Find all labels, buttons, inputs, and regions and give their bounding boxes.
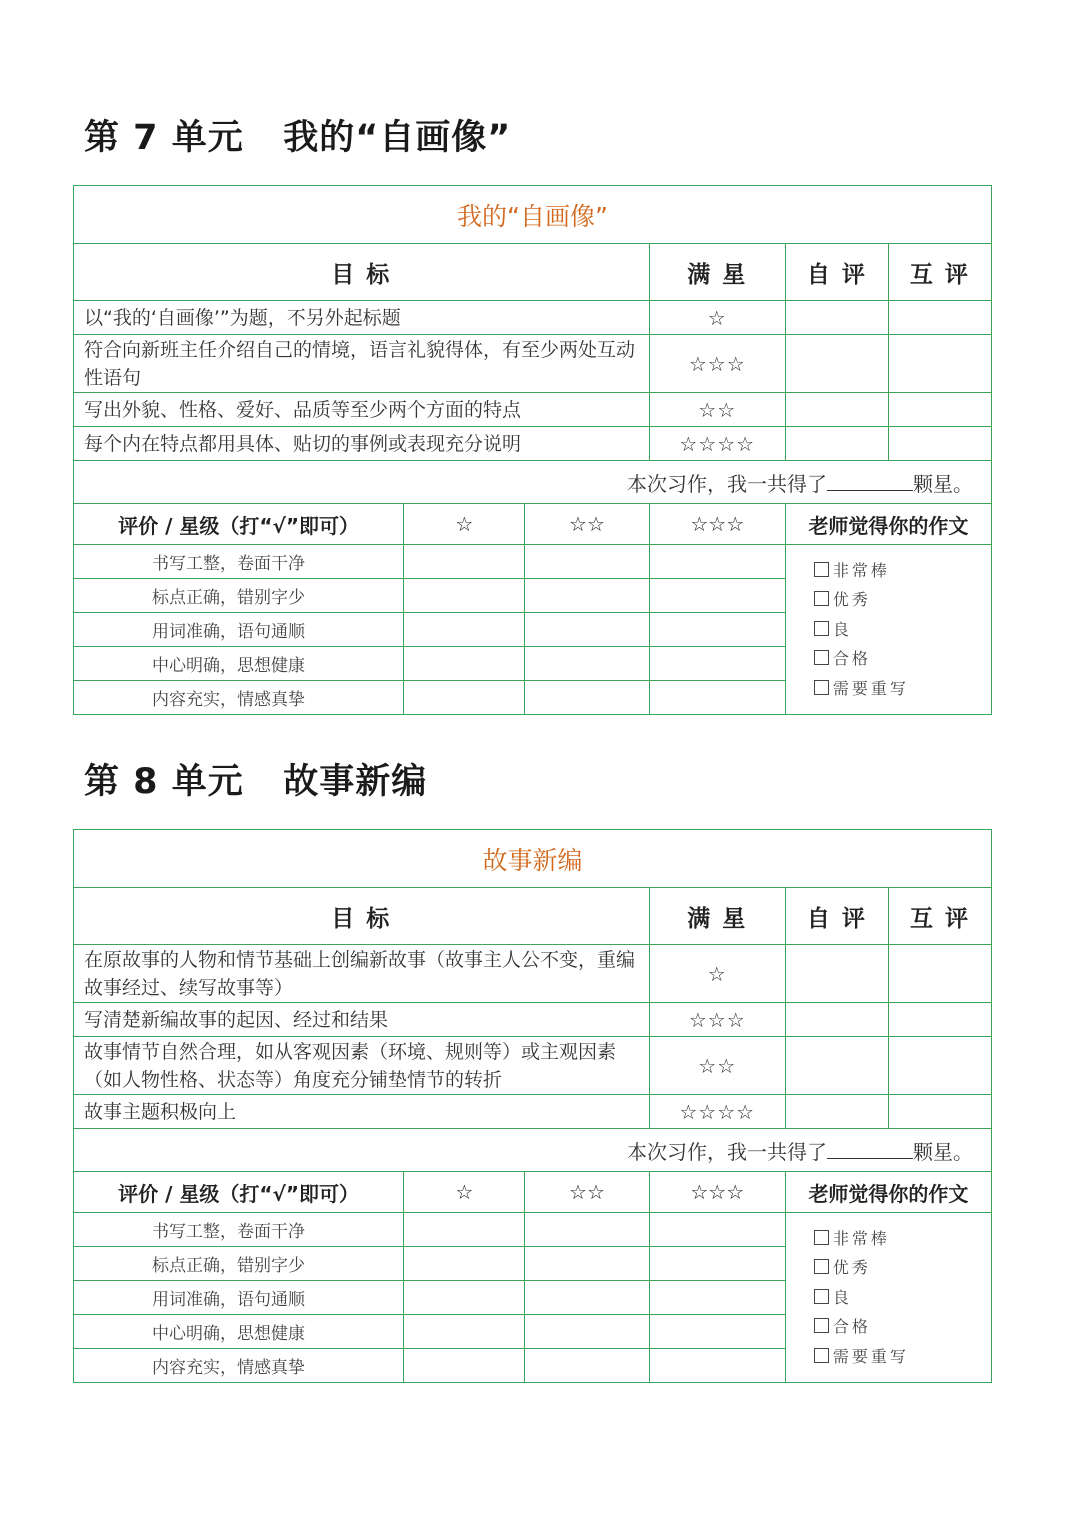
level-cell[interactable] [404, 545, 525, 579]
level-cell[interactable] [649, 1213, 785, 1247]
teacher-options [785, 1213, 991, 1383]
level-header: ☆ [404, 504, 525, 545]
level-cell[interactable] [404, 1315, 525, 1349]
criterion: 内容充实，情感真挚 [74, 681, 404, 715]
teacher-header: 老师觉得你的作文 [785, 504, 991, 545]
full-stars-header: 满 星 [649, 244, 785, 301]
goal-text: 故事情节自然合理，如从客观因素（环境、规则等）或主观因素（如人物性格、状态等）角度充分铺垫情节的转折 [74, 1037, 650, 1095]
self-eval-header: 自 评 [785, 888, 888, 945]
level-header: ☆☆☆ [649, 1172, 785, 1213]
teacher-options [785, 545, 991, 715]
criterion: 用词准确，语句通顺 [74, 1281, 404, 1315]
unit-heading: 第 8 单元 故事新编 [84, 762, 428, 802]
self-eval-cell [785, 1095, 888, 1129]
goal-text: 故事主题积极向上 [74, 1095, 650, 1129]
level-cell[interactable] [649, 1247, 785, 1281]
goal-text: 每个内在特点都用具体、贴切的事例或表现充分说明 [74, 427, 650, 461]
self-eval-cell [785, 427, 888, 461]
criterion: 中心明确，思想健康 [74, 647, 404, 681]
checkbox-icon[interactable] [814, 650, 829, 665]
goal-text: 以“我的‘自画像’”为题，不另外起标题 [74, 301, 650, 335]
teacher-option[interactable]: 良 [814, 1283, 991, 1313]
self-eval-header: 自 评 [785, 244, 888, 301]
goal-stars: ☆☆☆☆ [649, 1095, 785, 1129]
peer-eval-cell [888, 427, 991, 461]
goal-text: 写清楚新编故事的起因、经过和结果 [74, 1003, 650, 1037]
teacher-option[interactable]: 需要重写 [814, 674, 991, 704]
total-stars-line [74, 1129, 992, 1172]
level-header: ☆☆ [525, 1172, 649, 1213]
criterion: 用词准确，语句通顺 [74, 613, 404, 647]
level-header: ☆☆☆ [649, 504, 785, 545]
peer-eval-cell [888, 1037, 991, 1095]
level-cell[interactable] [525, 579, 649, 613]
checkbox-icon[interactable] [814, 591, 829, 606]
checkbox-icon[interactable] [814, 1230, 829, 1245]
checkbox-icon[interactable] [814, 621, 829, 636]
level-cell[interactable] [525, 545, 649, 579]
level-cell[interactable] [404, 579, 525, 613]
level-cell[interactable] [649, 681, 785, 715]
peer-eval-header: 互 评 [888, 888, 991, 945]
full-stars-header: 满 星 [649, 888, 785, 945]
self-eval-cell [785, 1037, 888, 1095]
table-title: 故事新编 [74, 830, 992, 888]
checkbox-icon[interactable] [814, 1289, 829, 1304]
self-eval-cell [785, 393, 888, 427]
total-blank[interactable] [827, 470, 913, 491]
peer-eval-cell [888, 335, 991, 393]
rubric-table [73, 185, 992, 715]
goal-text: 符合向新班主任介绍自己的情境，语言礼貌得体，有至少两处互动性语句 [74, 335, 650, 393]
level-cell[interactable] [525, 681, 649, 715]
goal-stars: ☆☆ [649, 393, 785, 427]
level-cell[interactable] [525, 1213, 649, 1247]
level-cell[interactable] [404, 647, 525, 681]
level-cell[interactable] [525, 1315, 649, 1349]
level-cell[interactable] [525, 1281, 649, 1315]
criterion: 中心明确，思想健康 [74, 1315, 404, 1349]
self-eval-cell [785, 945, 888, 1003]
goal-stars: ☆☆☆ [649, 335, 785, 393]
self-eval-cell [785, 301, 888, 335]
total-prefix: 本次习作，我一共得了 [627, 471, 827, 496]
self-eval-cell [785, 335, 888, 393]
level-cell[interactable] [404, 1213, 525, 1247]
criterion: 标点正确，错别字少 [74, 1247, 404, 1281]
peer-eval-cell [888, 393, 991, 427]
level-cell[interactable] [649, 647, 785, 681]
teacher-option[interactable]: 优秀 [814, 1253, 991, 1283]
teacher-option[interactable]: 非常棒 [814, 556, 991, 586]
level-cell[interactable] [649, 1349, 785, 1383]
level-cell[interactable] [649, 1315, 785, 1349]
unit-heading: 第 7 单元 我的“自画像” [84, 118, 512, 158]
peer-eval-cell [888, 1095, 991, 1129]
goal-stars: ☆ [649, 301, 785, 335]
goal-header: 目 标 [74, 888, 650, 945]
checkbox-icon[interactable] [814, 1348, 829, 1363]
level-cell[interactable] [404, 681, 525, 715]
checkbox-icon[interactable] [814, 1259, 829, 1274]
level-cell[interactable] [525, 613, 649, 647]
teacher-option[interactable]: 合格 [814, 644, 991, 674]
checkbox-icon[interactable] [814, 680, 829, 695]
teacher-header: 老师觉得你的作文 [785, 1172, 991, 1213]
teacher-option[interactable]: 良 [814, 615, 991, 645]
eval-header: 评价 / 星级（打“√”即可） [74, 504, 404, 545]
level-cell[interactable] [404, 1349, 525, 1383]
criterion: 内容充实，情感真挚 [74, 1349, 404, 1383]
level-cell[interactable] [649, 1281, 785, 1315]
level-cell[interactable] [404, 1281, 525, 1315]
goal-text: 在原故事的人物和情节基础上创编新故事（故事主人公不变，重编故事经过、续写故事等） [74, 945, 650, 1003]
total-stars-line [74, 461, 992, 504]
checkbox-icon[interactable] [814, 1318, 829, 1333]
peer-eval-header: 互 评 [888, 244, 991, 301]
level-cell[interactable] [525, 1247, 649, 1281]
level-cell[interactable] [649, 613, 785, 647]
rubric-table [73, 829, 992, 1383]
teacher-option[interactable]: 需要重写 [814, 1342, 991, 1372]
table-title: 我的“自画像” [74, 186, 992, 244]
level-cell[interactable] [404, 613, 525, 647]
checkbox-icon[interactable] [814, 562, 829, 577]
total-prefix: 本次习作，我一共得了 [627, 1139, 827, 1164]
total-suffix: 颗星。 [913, 471, 973, 496]
total-suffix: 颗星。 [913, 1139, 973, 1164]
teacher-option[interactable]: 合格 [814, 1312, 991, 1342]
goal-stars: ☆☆☆ [649, 1003, 785, 1037]
level-header: ☆ [404, 1172, 525, 1213]
goal-stars: ☆☆ [649, 1037, 785, 1095]
criterion: 书写工整，卷面干净 [74, 1213, 404, 1247]
eval-header: 评价 / 星级（打“√”即可） [74, 1172, 404, 1213]
peer-eval-cell [888, 1003, 991, 1037]
goal-stars: ☆☆☆☆ [649, 427, 785, 461]
goal-text: 写出外貌、性格、爱好、品质等至少两个方面的特点 [74, 393, 650, 427]
total-blank[interactable] [827, 1138, 913, 1159]
level-cell[interactable] [525, 647, 649, 681]
teacher-option[interactable]: 非常棒 [814, 1224, 991, 1254]
level-cell[interactable] [525, 1349, 649, 1383]
level-cell[interactable] [649, 545, 785, 579]
criterion: 标点正确，错别字少 [74, 579, 404, 613]
level-cell[interactable] [649, 579, 785, 613]
teacher-option[interactable]: 优秀 [814, 585, 991, 615]
peer-eval-cell [888, 945, 991, 1003]
level-cell[interactable] [404, 1247, 525, 1281]
peer-eval-cell [888, 301, 991, 335]
goal-header: 目 标 [74, 244, 650, 301]
criterion: 书写工整，卷面干净 [74, 545, 404, 579]
level-header: ☆☆ [525, 504, 649, 545]
goal-stars: ☆ [649, 945, 785, 1003]
self-eval-cell [785, 1003, 888, 1037]
